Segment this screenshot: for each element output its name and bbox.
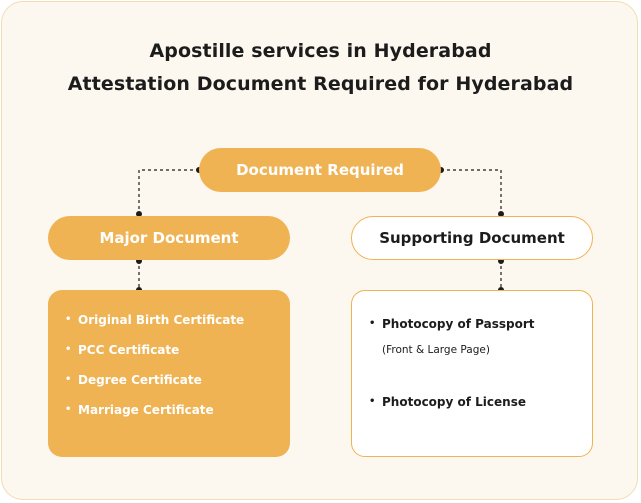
node-document-required (199, 148, 441, 192)
supporting-document-list (369, 316, 535, 410)
supporting-document-list-box (351, 290, 593, 457)
major-document-list (65, 312, 244, 432)
node-document-required-label: Document Required (236, 161, 404, 179)
list-item: • PCC Certificate (65, 342, 244, 372)
list-item: • Degree Certificate (65, 372, 244, 402)
list-item: • Original Birth Certificate (65, 312, 244, 342)
list-item-label: Photocopy of License (382, 395, 526, 409)
major-document-list-box (48, 290, 290, 457)
list-item (369, 394, 535, 410)
list-item-label: Photocopy of Passport (382, 317, 535, 331)
node-major-document-label: Major Document (99, 229, 239, 247)
list-item (369, 316, 535, 358)
title-line-1: Apostille services in Hyderabad (149, 40, 492, 62)
list-item-note: (Front & Large Page) (382, 344, 490, 356)
list-item: • Marriage Certificate (65, 402, 244, 432)
title-line-2: Attestation Document Required for Hyderabad (67, 73, 574, 95)
node-supporting-document (351, 216, 593, 260)
node-supporting-document-label: Supporting Document (379, 229, 565, 247)
node-major-document (48, 216, 290, 260)
